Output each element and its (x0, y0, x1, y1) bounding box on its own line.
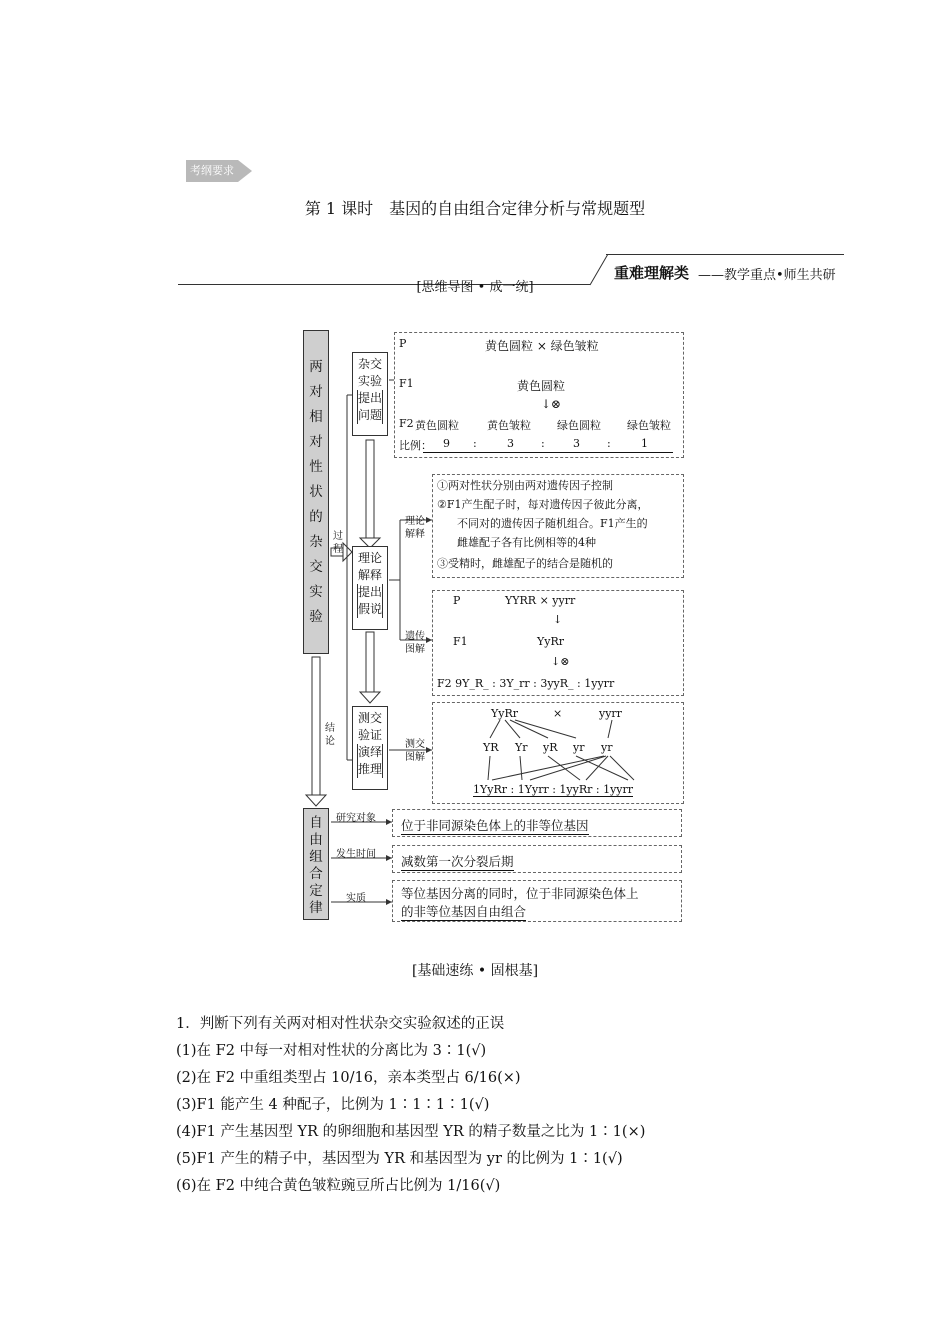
f1-label: F1 (399, 377, 414, 390)
theory-branch-label: 理论解释 (405, 516, 425, 540)
f1-text: 黄色圆粒 (517, 379, 566, 393)
ratio-label: 比例： (399, 439, 432, 452)
gamete: YR (483, 741, 499, 754)
header-tag: 考纲要求 (186, 160, 238, 182)
banner-main: 重难理解类 (614, 264, 690, 282)
law-object-text: 位于非同源染色体上的非等位基因 (401, 818, 589, 833)
testcross-offspring: 1YyRr : 1Yyrr : 1yyRr : 1yyrr (473, 783, 634, 796)
theory-line: ②F1产生配子时，每对遗传因子彼此分离， (437, 498, 649, 511)
genetic-f2-text: F2 9Y_R_ : 3Y_rr : 3yyR_ : 1yyrr (437, 677, 615, 690)
step-name: 测交验证 (358, 711, 383, 742)
self-symbol: ↓⊗ (551, 655, 570, 668)
testcross-parent1: YyRr (491, 707, 519, 720)
law-title (303, 808, 329, 920)
f2-type: 黄色圆粒 (415, 419, 459, 432)
law-title-text: 自由组合定律 (309, 815, 323, 916)
mindmap-label: [思维导图 • 成一统] (416, 280, 534, 295)
law-time-text: 减数第一次分裂后期 (401, 854, 514, 869)
genetic-f1-label: F1 (453, 635, 468, 648)
self-symbol: ↓⊗ (541, 397, 562, 411)
genetic-f1-text: YyRr (537, 635, 565, 648)
p-text: 黄色圆粒 × 绿色皱粒 (485, 339, 599, 353)
step-action: 提出问题 (358, 391, 383, 422)
page-title: 第 1 课时 基因的自由组合定律分析与常规题型 (304, 199, 646, 218)
section2-label: [基础速练 • 固根基] (411, 963, 539, 979)
gamete: yR (543, 741, 558, 754)
process-label: 过程 (333, 531, 343, 555)
theory-line: 不同对的遗传因子随机组合。F1产生的 (457, 517, 648, 530)
step-name: 杂交实验 (358, 357, 383, 388)
question-item: (4)F1 产生基因型 YR 的卵细胞和基因型 YR 的精子数量之比为 1∶1(×) (176, 1124, 646, 1140)
question-item: (6)在 F2 中纯合黄色皱粒豌豆所占比例为 1/16(√) (176, 1178, 501, 1194)
step-cross-experiment (352, 352, 388, 436)
cross-panel: P 黄色圆粒 × 绿色皱粒 F1 黄色圆粒 ↓⊗ F2 黄色圆粒 黄色皱粒 绿色圆粒 绿色皱粒 比例： 9 : 3 : 3 : 1 (394, 332, 684, 458)
conclusion-label: 结论 (325, 723, 335, 747)
banner-sub: ——教学重点•师生共研 (698, 268, 836, 283)
f2-label: F2 (399, 417, 414, 430)
ratio-value: 1 (641, 437, 648, 450)
step-theory (352, 546, 388, 630)
question-heading: 1．判断下列有关两对相对性状杂交实验叙述的正误 (176, 1016, 505, 1032)
law-label-object: 研究对象 (336, 813, 376, 824)
testcross-branch-label: 测交图解 (405, 739, 425, 763)
ratio-underline (423, 452, 673, 453)
step-name: 理论解释 (358, 551, 383, 582)
law-essence-text-2: 的非等位基因自由组合 (401, 904, 527, 919)
question-item: (1)在 F2 中每一对相对性状的分离比为 3∶1(√) (176, 1043, 487, 1059)
f2-type: 绿色圆粒 (557, 419, 601, 432)
f2-type: 黄色皱粒 (487, 419, 531, 432)
genetic-p-text: YYRR × yyrr (505, 594, 576, 607)
law-label-time: 发生时间 (336, 849, 376, 860)
ratio-value: 3 (507, 437, 514, 450)
theory-panel (432, 474, 684, 578)
law-object-box (392, 809, 682, 837)
theory-line: 雌雄配子各有比例相等的4种 (457, 536, 596, 549)
question-item: (3)F1 能产生 4 种配子，比例为 1∶1∶1∶1(√) (176, 1097, 490, 1113)
genetic-panel (432, 590, 684, 696)
down-arrow-icon: ↓ (553, 613, 563, 626)
f2-type: 绿色皱粒 (627, 419, 671, 432)
gamete: yr (601, 741, 613, 754)
genetic-p-label: P (453, 594, 461, 607)
law-time-box (392, 845, 682, 873)
law-essence-text-1: 等位基因分离的同时，位于非同源染色体上 (401, 886, 639, 901)
step-action: 演绎推理 (358, 745, 383, 776)
theory-line: ①两对性状分别由两对遗传因子控制 (437, 479, 613, 492)
p-label: P (399, 337, 407, 350)
testcross-parent2: yyrr (599, 707, 622, 720)
gamete: Yr (515, 741, 528, 754)
question-item: (2)在 F2 中重组类型占 10/16，亲本类型占 6/16(×) (176, 1070, 521, 1086)
theory-line: ③受精时，雌雄配子的结合是随机的 (437, 557, 613, 570)
question-item: (5)F1 产生的精子中，基因型为 YR 和基因型为 yr 的比例为 1∶1(√) (176, 1151, 623, 1167)
law-label-essence: 实质 (346, 893, 366, 904)
gamete: yr (573, 741, 585, 754)
step-testcross (352, 706, 388, 790)
cross-symbol: × (553, 707, 563, 720)
step-action: 提出假说 (358, 585, 383, 616)
law-essence-box (392, 880, 682, 922)
ratio-value: 3 (573, 437, 580, 450)
genetic-branch-label: 遗传图解 (405, 631, 425, 655)
testcross-panel (432, 702, 684, 804)
cross-experiment-title (303, 330, 329, 654)
ratio-value: 9 (443, 437, 450, 450)
cross-experiment-title-text: 两对相对性状的杂交实验 (309, 359, 323, 625)
